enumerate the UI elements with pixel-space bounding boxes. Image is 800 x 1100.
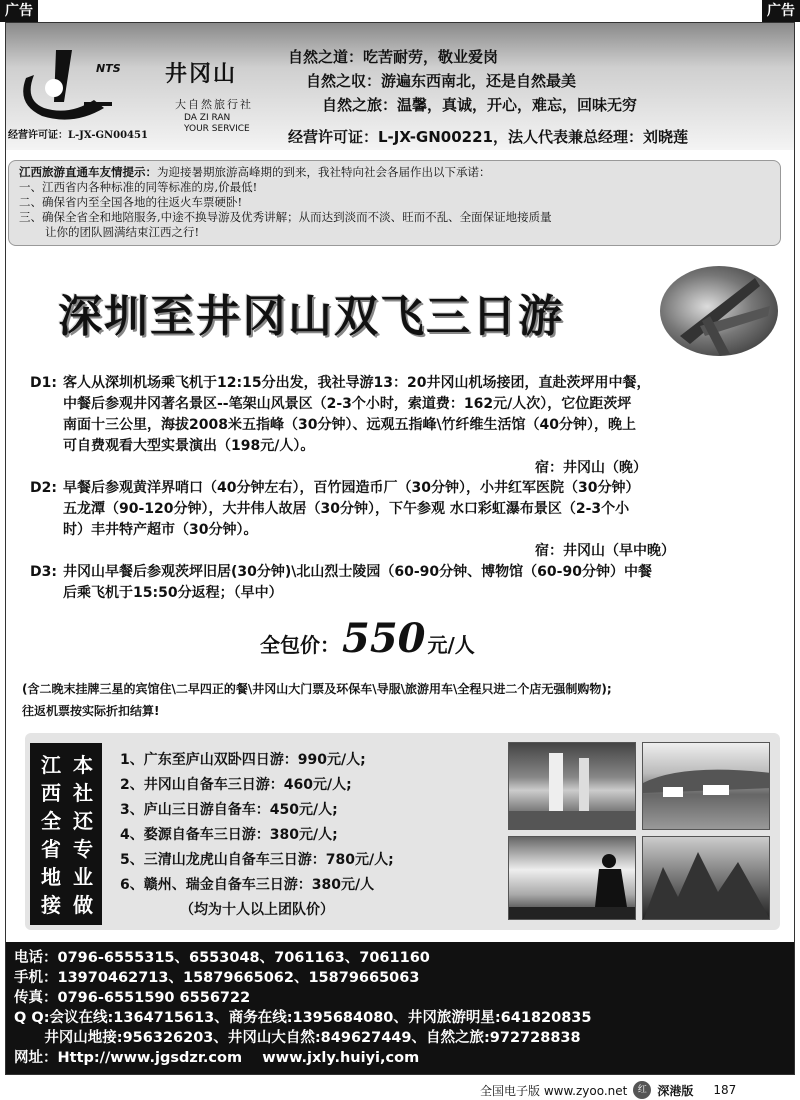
itinerary-line: 中餐后参观井冈著名景区--笔架山风景区（2-3个小时，索道费：162元/人次），它位距茨坪: [63, 396, 632, 412]
day-2-stay: 宿：井冈山（早中晚）: [535, 543, 675, 559]
notice-heading: [19, 165, 770, 180]
vertical-char: 省: [41, 837, 61, 861]
itinerary-line: 五龙潭（90-120分钟），大井伟人故居（30分钟），下午参观 水口彩虹瀑布景区（2-3个小: [63, 501, 630, 517]
vertical-char: 本: [73, 753, 93, 777]
contact-phone: 电话：0796-6555315、6553048、7061163、7061160: [14, 950, 430, 966]
person-silhouette-icon: [509, 837, 636, 920]
slogan-1: 自然之道：吃苦耐劳，敬业爱岗: [288, 48, 499, 66]
vertical-char: 西: [41, 781, 61, 805]
vertical-char: 接: [41, 893, 61, 917]
notice-title: 江西旅游直通车友情提示：: [19, 165, 157, 179]
tour-item: 1、广东至庐山双卧四日游：990元/人;: [120, 752, 366, 768]
contact-panel: [6, 942, 794, 1074]
monument-photo: [660, 266, 778, 356]
vertical-char: 业: [73, 865, 93, 889]
day-label: D1:: [30, 375, 57, 391]
slogan-3: 自然之旅：温馨，真诚，开心，难忘，回味无穷: [322, 96, 638, 114]
ad-tag-right: 广告: [762, 0, 800, 22]
price: [260, 615, 475, 662]
vertical-char: 还: [73, 809, 93, 833]
slogan-2: 自然之収：游遍东西南北，还是自然最美: [306, 72, 577, 90]
itinerary-line: 客人从深圳机场乘飞机于12:15分出发，我社导游13：20井冈山机场接团，直赴茨坪用中餐，: [63, 375, 651, 391]
notice-line-2: 二、确保省内至全国各地的往返火车票硬卧!: [19, 195, 243, 209]
footer-site[interactable]: 全国电子版 www.zyoo.net: [480, 1083, 628, 1098]
contact-fax: 传真：0796-6551590 6556722: [14, 990, 251, 1006]
person-on-mountain-photo: [508, 836, 636, 920]
monument-icon: [660, 266, 778, 356]
footer-edition: 深港版: [657, 1083, 694, 1098]
vertical-char: 做: [73, 893, 93, 917]
tour-item: 4、婺源自备车三日游：380元/人;: [120, 827, 338, 843]
price-label: 全包价：: [260, 633, 340, 657]
tour-item: 3、庐山三日游自备车：450元/人;: [120, 802, 338, 818]
itinerary-line: 时）丰井特产超市（30分钟）。: [63, 522, 258, 538]
vertical-char: 江: [41, 753, 61, 777]
vertical-label-right: [68, 751, 98, 919]
vertical-char: 专: [73, 837, 93, 861]
day-1-stay: 宿：井冈山（晚）: [535, 460, 647, 476]
vertical-label-box: [30, 743, 102, 925]
vertical-char: 全: [41, 809, 61, 833]
logo-nts-text: NTS: [96, 62, 121, 75]
contact-website[interactable]: 网址：Http://www.jgsdzr.com www.jxly.huiyi,com: [14, 1050, 420, 1066]
contact-qq-2: 井冈山地接:956326203、井冈山大自然:849627449、自然之旅:972728838: [14, 1030, 581, 1046]
itinerary-line: 早餐后参观黄洋界哨口（40分钟左右），百竹园造币厂（30分钟），小井红军医院（30分钟）: [63, 480, 640, 496]
mountain-peaks-photo: [642, 836, 770, 920]
notice-box: [8, 160, 781, 246]
itinerary-line: 后乘飞机于15:50分返程；（早中）: [63, 585, 283, 601]
price-unit: 元/人: [427, 633, 475, 657]
price-includes-line-1: (含二晚末挂牌三星的宾馆住\二早四正的餐\井冈山大门票及环保车\导服\旅游用车\全程只进二个店无强制购物);: [22, 682, 612, 696]
license-and-manager: 经营许可证：L-JX-GN00221，法人代表兼总经理：刘晓莲: [288, 128, 688, 146]
page-footer: [480, 1081, 736, 1099]
vertical-char: 地: [41, 865, 61, 889]
logo-english-line1: DA ZI RAN: [184, 113, 231, 123]
logo-brand-text: 井冈山: [165, 61, 238, 87]
vertical-label-left: [36, 751, 66, 919]
day-label: D3:: [30, 564, 57, 580]
logo-sub-text: 大自然旅行社: [175, 98, 253, 111]
tour-list: [120, 748, 394, 923]
tour-item: 5、三清山龙虎山自备车三日游：780元/人;: [120, 852, 394, 868]
price-value: 550: [342, 615, 426, 662]
waterfall-photo: [508, 742, 636, 830]
price-includes-line-2: 往返机票按实际折扣结算!: [22, 704, 160, 718]
itinerary-line: 南面十三公里，海拔2008米五指峰（30分钟）、远观五指峰\竹纤维生活馆（40分钟），晚上: [63, 417, 637, 433]
day-label: D2:: [30, 480, 57, 496]
footer-badge-icon: 红: [633, 1081, 651, 1099]
village-icon: [643, 743, 770, 830]
village-photo: [642, 742, 770, 830]
main-title: 深圳至井冈山双飞三日游: [58, 291, 564, 342]
ad-tag-left: 广告: [0, 0, 38, 22]
notice-line-1: 一、江西省内各种标准的同等标准的房,价最低!: [19, 180, 258, 194]
contact-qq-1: Q Q:会议在线:1364715613、商务在线:1395684080、井冈旅游明星:641820835: [14, 1010, 592, 1026]
travel-agency-logo-icon: [14, 30, 114, 120]
mountain-peaks-icon: [643, 837, 770, 920]
logo-english-line2: YOUR SERVICE: [184, 124, 250, 134]
tour-item: 6、赣州、瑞金自备车三日游：380元/人: [120, 877, 375, 893]
tour-item: 2、井冈山自备车三日游：460元/人;: [120, 777, 352, 793]
waterfall-icon: [509, 743, 636, 830]
tour-note: （均为十人以上团队价）: [180, 902, 334, 918]
footer-page-number: 187: [713, 1083, 737, 1097]
notice-line-4: 让你的团队圆满结束江西之行!: [45, 225, 200, 239]
contact-mobile: 手机：13970462713、15879665062、15879665063: [14, 970, 420, 986]
itinerary-line: 可自费观看大型实景演出（198元/人）。: [63, 438, 315, 454]
vertical-char: 社: [73, 781, 93, 805]
license-small: 经营许可证：L-JX-GN00451: [8, 130, 148, 141]
itinerary-line: 井冈山早餐后参观茨坪旧居(30分钟)\北山烈士陵园（60-90分钟、博物馆（60-90分钟）中餐: [63, 564, 652, 580]
notice-intro: 为迎接暑期旅游高峰期的到来，我社特向社会各届作出以下承诺：: [157, 165, 491, 179]
notice-line-3: 三、确保全省全和地陪服务,中途不换导游及优秀讲解；从而达到淡而不淡、旺而不乱、全面保证地接质量: [19, 210, 552, 224]
